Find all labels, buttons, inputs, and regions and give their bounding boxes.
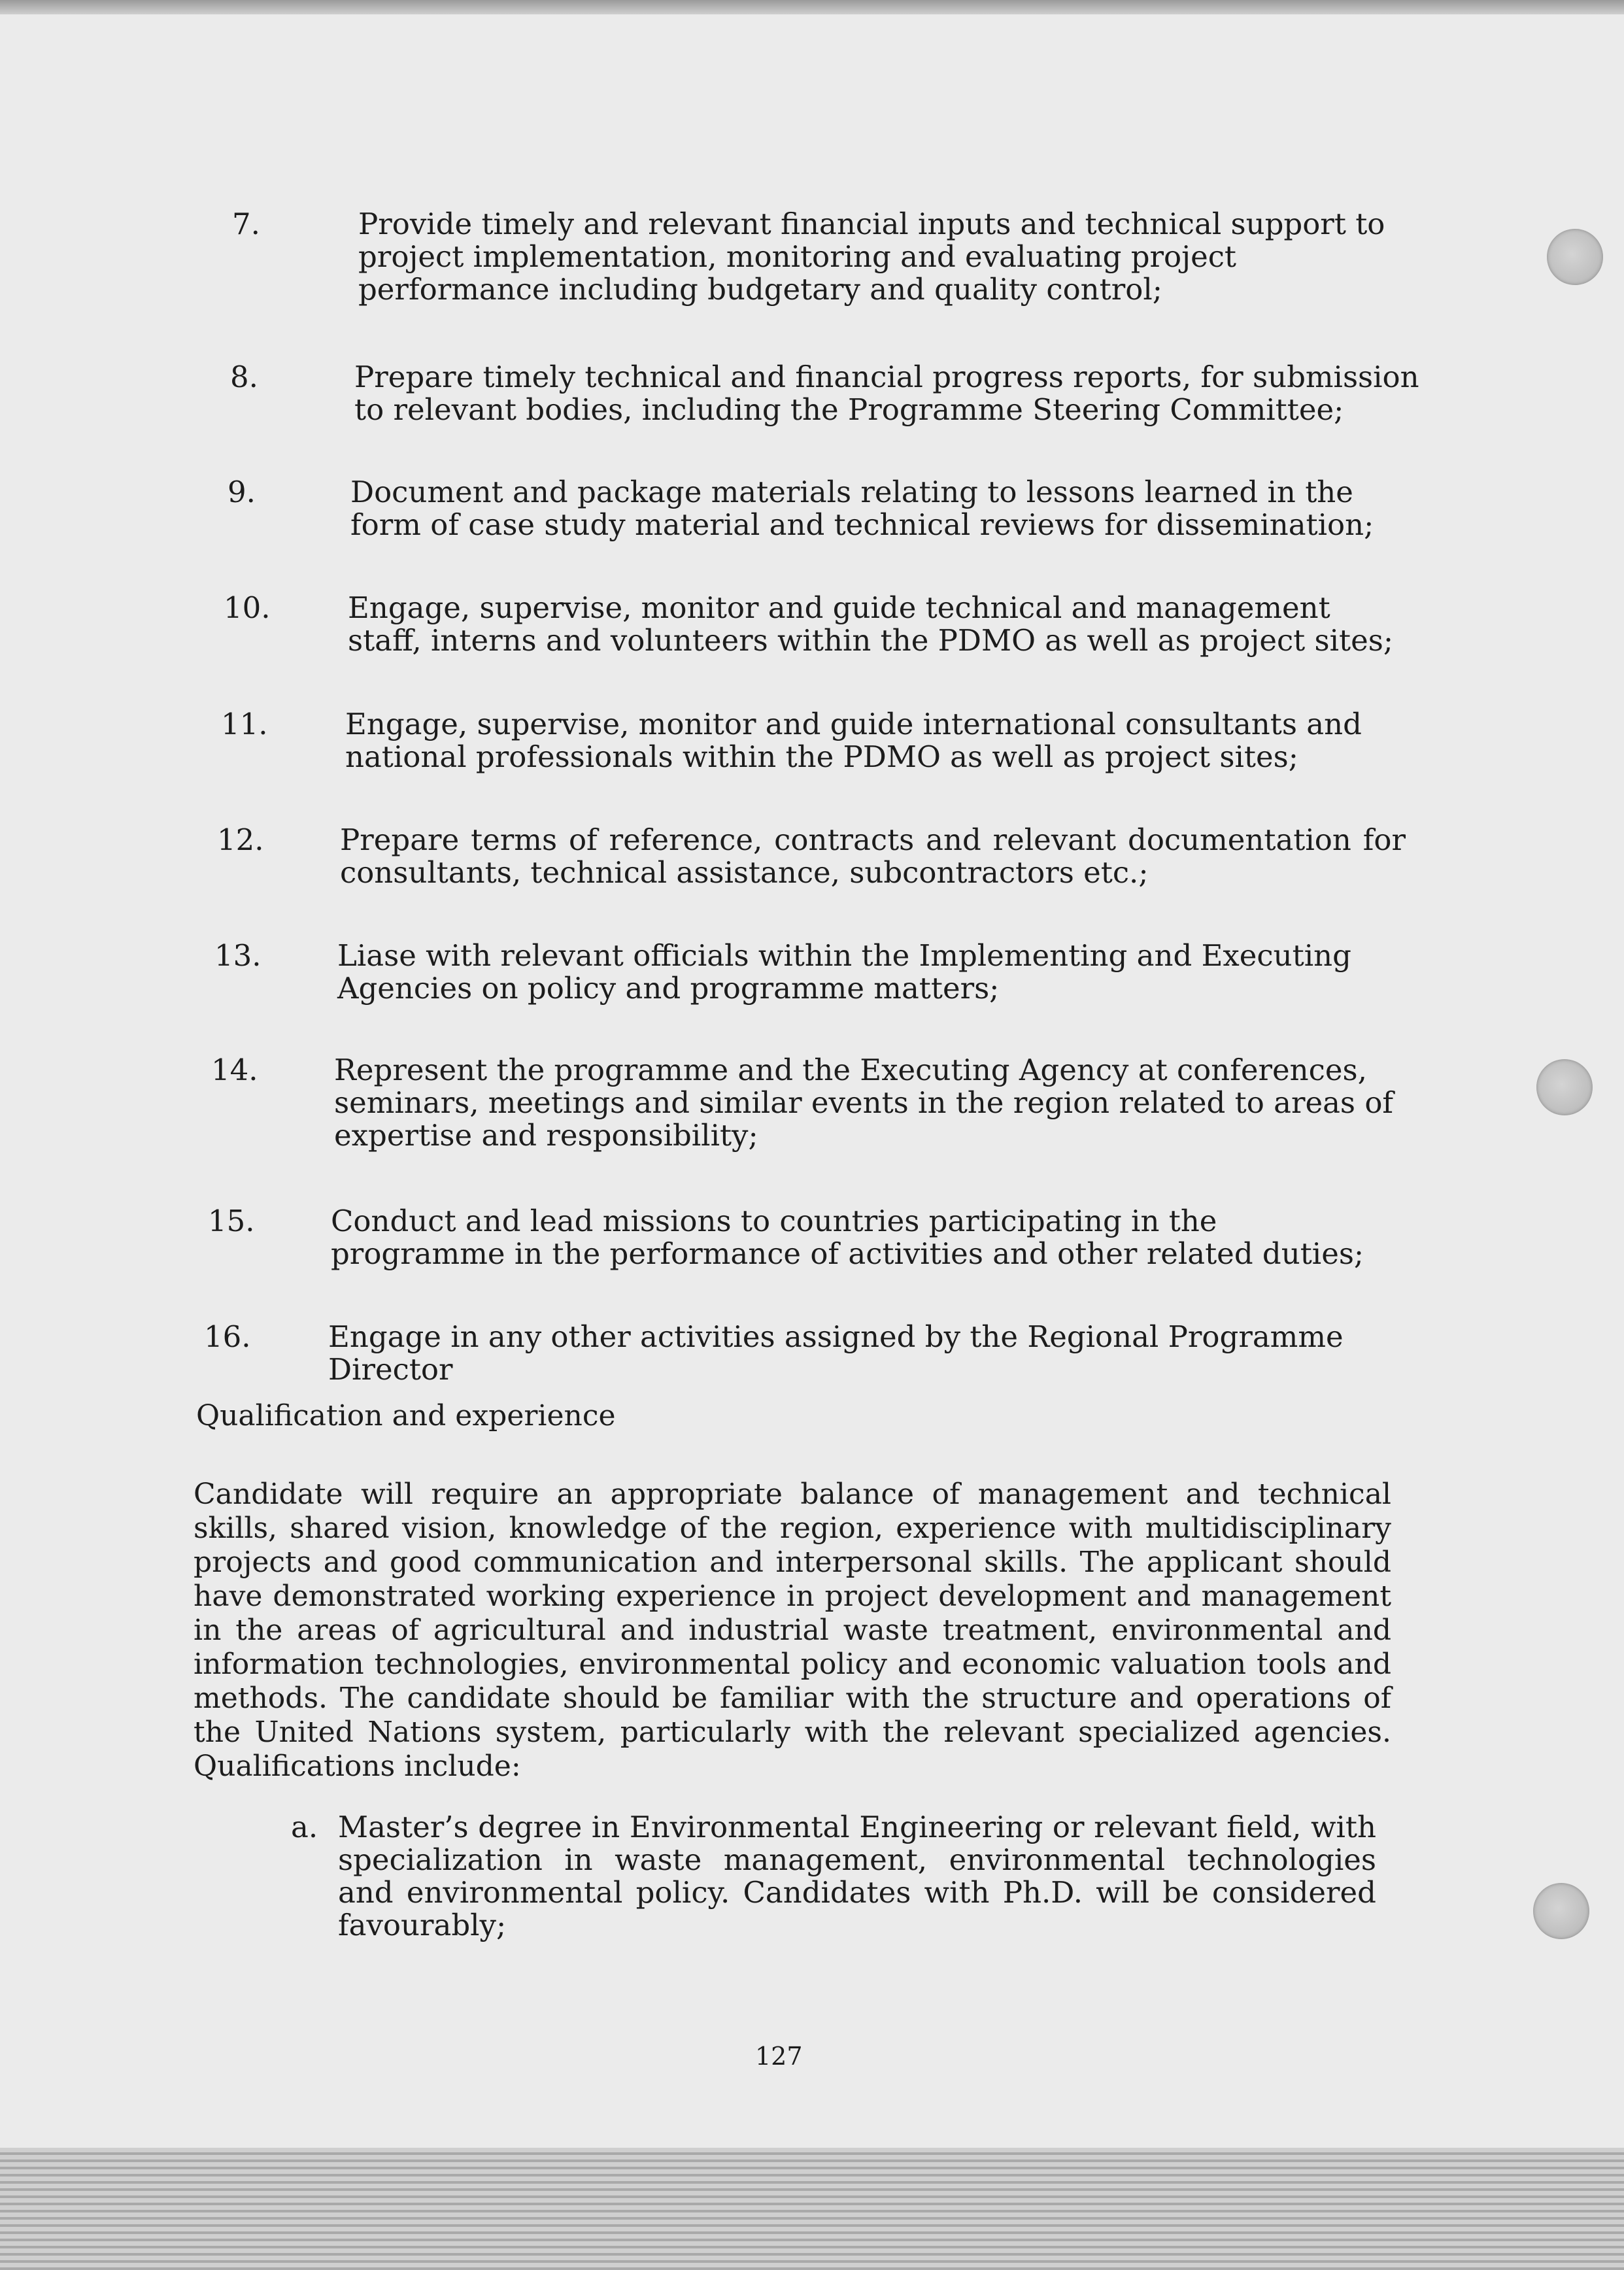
item-number: 8. (230, 360, 258, 394)
item-number: 7. (232, 207, 260, 241)
item-number: 14. (211, 1053, 258, 1087)
item-number: 15. (208, 1204, 255, 1238)
item-text: Engage, supervise, monitor and guide technical and management staff, interns and volunteers within the PDMO as well as project sites; (348, 590, 1394, 658)
item-text: Conduct and lead missions to countries participating in the programme in the performance of activities and other related duties; (331, 1204, 1364, 1271)
item-text: Engage in any other activities assigned by the Regional Programme Director (328, 1319, 1344, 1387)
item-number: 16. (204, 1319, 251, 1354)
item-text: Document and package materials relating to lessons learned in the form of case study material and technical reviews for dissemination; (350, 475, 1374, 542)
item-text: Prepare terms of reference, contracts and relevant documentation for consultants, technical assistance, subcontractors etc.; (340, 822, 1406, 890)
page-number: 127 (755, 2042, 803, 2071)
scan-top-edge (0, 0, 1624, 14)
item-text: Provide timely and relevant financial inputs and technical support to project implementation, monitoring and evaluating project performance including budgetary and quality control; (358, 207, 1385, 307)
item-number: 10. (224, 590, 271, 625)
section-heading: Qualification and experience (196, 1399, 616, 1432)
punch-hole-top (1547, 229, 1603, 285)
item-text: Master’s degree in Environmental Engineering or relevant field, with specialization in waste management, environmental technologies and environmental policy. Candidates with Ph.D. will be considered favourably; (338, 1810, 1376, 1942)
punch-hole-bottom (1533, 1883, 1589, 1939)
scan-bottom-edge (0, 2148, 1624, 2270)
qualifications-paragraph: Candidate will require an appropriate balance of management and technical skills, shared vision, knowledge of the region, experience with multidisciplinary projects and good communication and interpersonal skills. The applicant should have demonstrated working experience in project development and management in the areas of agricultural and industrial waste treatment, environmental and information technologies, environmental policy and economic valuation tools and methods. The candidate should be familiar with the structure and operations of the United Nations system, particularly with the relevant specialized agencies. Qualifications include: (194, 1478, 1391, 1783)
item-text: Engage, supervise, monitor and guide international consultants and national professionals within the PDMO as well as project sites; (345, 707, 1362, 774)
item-number: 11. (221, 707, 268, 741)
item-text: Prepare timely technical and financial progress reports, for submission to relevant bodies, including the Programme Steering Committee; (354, 360, 1419, 427)
item-number: 12. (217, 822, 264, 857)
item-text: Represent the programme and the Executing Agency at conferences, seminars, meetings and similar events in the region related to areas of expertise and responsibility; (334, 1053, 1394, 1153)
item-number: 13. (214, 938, 262, 973)
punch-hole-middle (1536, 1059, 1593, 1115)
item-number: 9. (228, 475, 256, 509)
item-text: Liase with relevant officials within the Implementing and Executing Agencies on policy and programme matters; (337, 938, 1351, 1006)
item-marker: a. (291, 1810, 318, 1844)
